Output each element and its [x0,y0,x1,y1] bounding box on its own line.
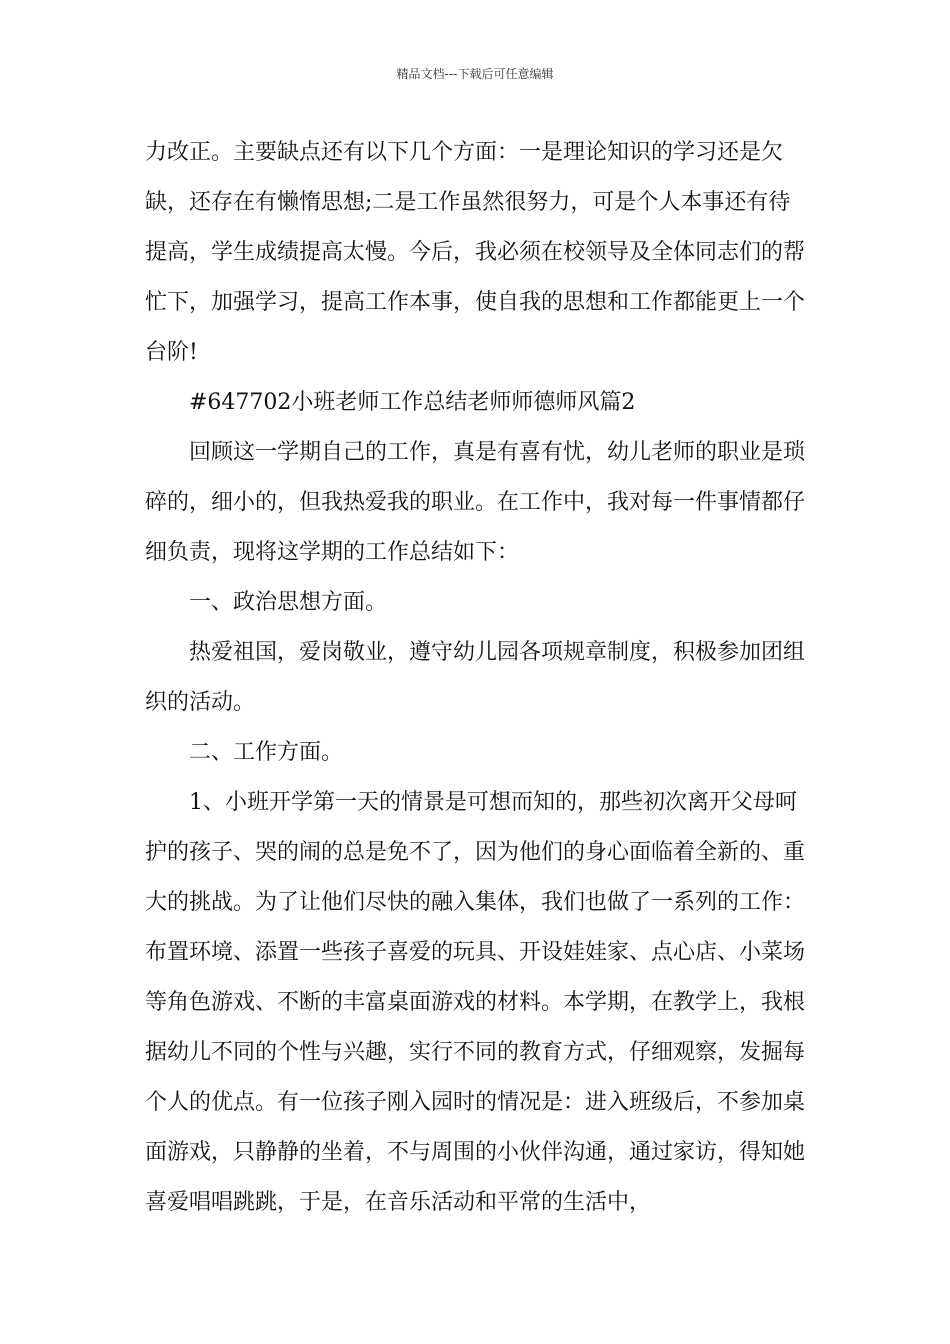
paragraph-work-1: 1、小班开学第一天的情景是可想而知的，那些初次离开父母呵护的孩子、哭的闹的总是免不了，因为他们的身心面临着全新的、重大的挑战。为了让他们尽快的融入集体，我们也做了一系列的工作：布置环境、添置一些孩子喜爱的玩具、开设娃娃家、点心店、小菜场等角色游戏、不断的丰富桌面游戏的材料。本学期，在教学上，我根据幼儿不同的个性与兴趣，实行不同的教育方式，仔细观察，发掘每个人的优点。有一位孩子刚入园时的情况是：进入班级后，不参加桌面游戏，只静静的坐着，不与周围的小伙伴沟通，通过家访，得知她喜爱唱唱跳跳，于是，在音乐活动和平常的生活中， [145,790,806,1215]
section-heading-work: 二、工作方面。 [189,740,344,765]
paragraph-1: 力改正。主要缺点还有以下几个方面：一是理论知识的学习还是欠缺，还存在有懒惰思想;二是工作虽然很努力，可是个人本事还有待提高，学生成绩提高太慢。今后，我必须在校领导及全体同志们的帮忙下，加强学习，提高工作本事，使自我的思想和工作都能更上一个台阶! [145,140,806,365]
paragraph-intro: 回顾这一学期自己的工作，真是有喜有忧，幼儿老师的职业是琐碎的，细小的，但我热爱我的职业。在工作中，我对每一件事情都仔细负责，现将这学期的工作总结如下： [145,440,806,565]
section-heading-title: #647702小班老师工作总结老师师德师风篇2 [189,390,636,415]
section-heading-political: 一、政治思想方面。 [189,590,388,615]
page-header: 精品文档---下载后可任意编辑 [396,67,554,81]
paragraph-political: 热爱祖国，爱岗敬业，遵守幼儿园各项规章制度，积极参加团组织的活动。 [145,640,806,715]
document-body [145,128,810,1228]
